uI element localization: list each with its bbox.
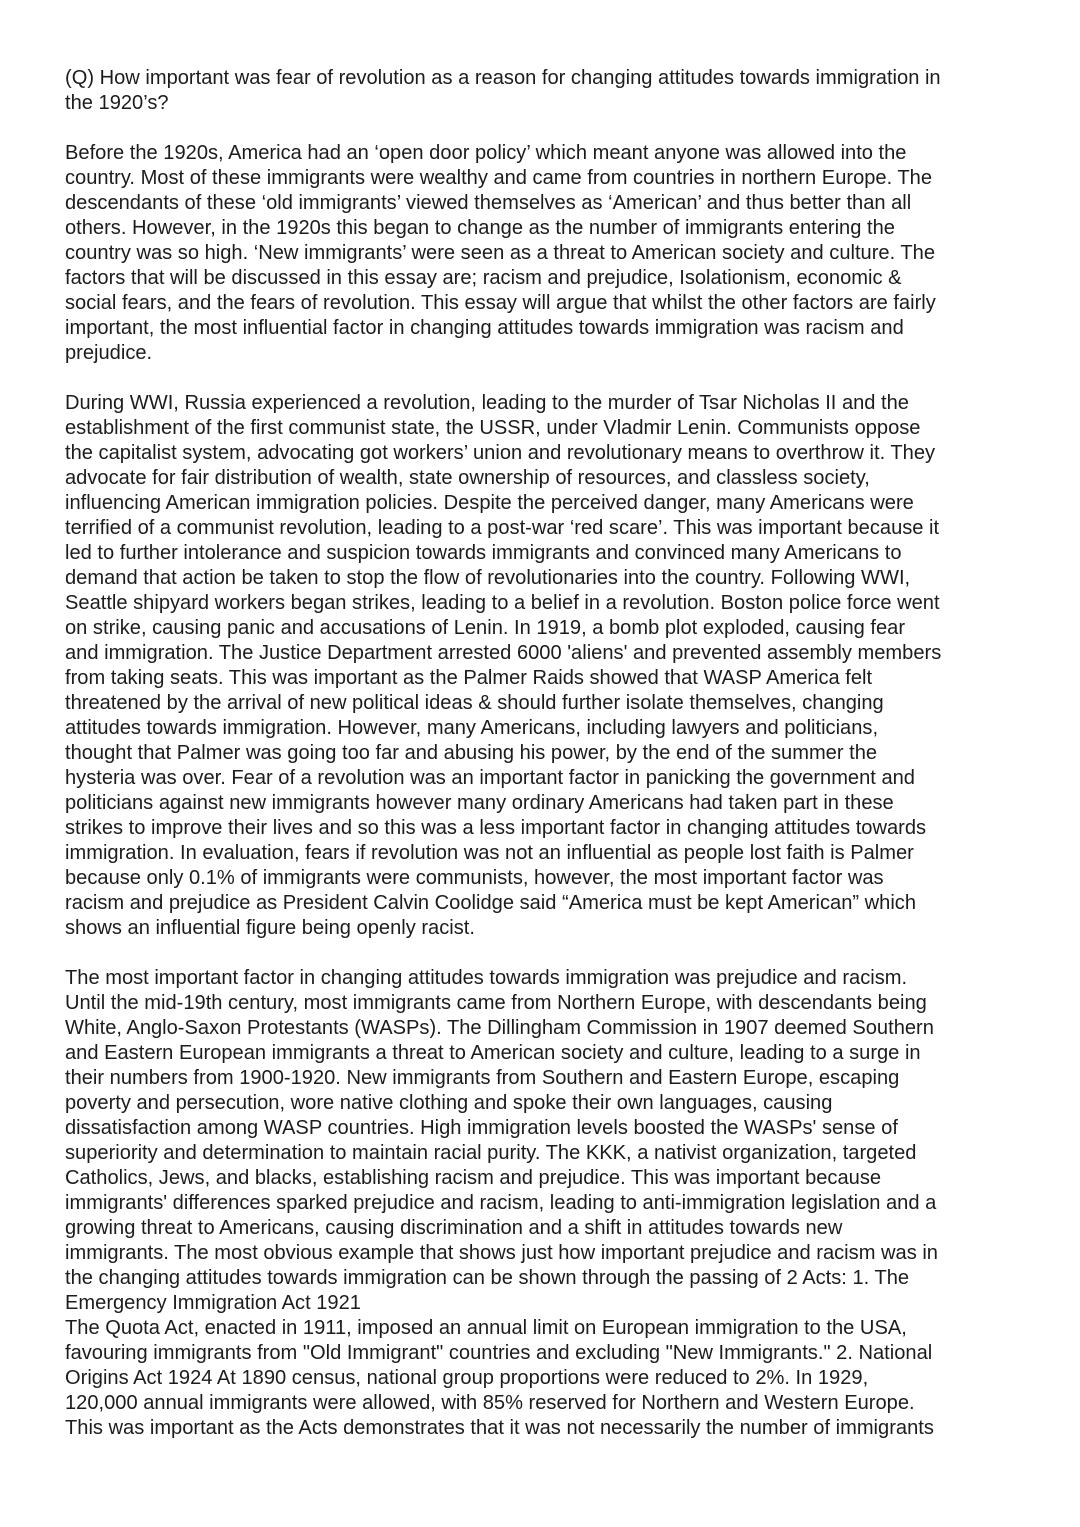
paragraph-gap (65, 116, 1020, 141)
text-line: The most important factor in changing attitudes towards immigration was prejudice and racism. (65, 967, 908, 989)
text-line: White, Anglo-Saxon Protestants (WASPs). The Dillingham Commission in 1907 deemed Southern (65, 1017, 934, 1039)
text-line: social fears, and the fears of revolution. This essay will argue that whilst the other factors are fairly (65, 292, 936, 314)
text-line: (Q) How important was fear of revolution as a reason for changing attitudes towards immigration in (65, 67, 941, 89)
text-line: Catholics, Jews, and blacks, establishing racism and prejudice. This was important because (65, 1167, 882, 1189)
text-line: attitudes towards immigration. However, many Americans, including lawyers and politicians, (65, 717, 879, 739)
text-line: racism and prejudice as President Calvin Coolidge said “America must be kept American” which (65, 892, 917, 914)
text-line: politicians against new immigrants however many ordinary Americans had taken part in these (65, 792, 894, 814)
paragraph-gap (65, 366, 1020, 391)
paragraph-gap (65, 941, 1020, 966)
paragraph-introduction (65, 141, 1020, 366)
text-line: 120,000 annual immigrants were allowed, with 85% reserved for Northern and Western Europe. (65, 1392, 915, 1414)
text-line: Seattle shipyard workers began strikes, leading to a belief in a revolution. Boston police force went (65, 592, 940, 614)
text-line: led to further intolerance and suspicion towards immigrants and convinced many Americans to (65, 542, 902, 564)
text-line: shows an influential figure being openly racist. (65, 917, 475, 939)
text-line: strikes to improve their lives and so this was a less important factor in changing attitudes towards (65, 817, 927, 839)
text-line: their numbers from 1900-1920. New immigrants from Southern and Eastern Europe, escaping (65, 1067, 900, 1089)
text-line: the changing attitudes towards immigration can be shown through the passing of 2 Acts: 1. The (65, 1267, 910, 1289)
text-line: Before the 1920s, America had an ‘open door policy’ which meant anyone was allowed into the (65, 142, 907, 164)
text-line: the capitalist system, advocating got workers’ union and revolutionary means to overthrow it. They (65, 442, 936, 464)
text-line: important, the most influential factor in changing attitudes towards immigration was racism and (65, 317, 904, 339)
text-line: Until the mid-19th century, most immigrants came from Northern Europe, with descendants being (65, 992, 927, 1014)
text-line: hysteria was over. Fear of a revolution was an important factor in panicking the government and (65, 767, 915, 789)
text-line: During WWI, Russia experienced a revolution, leading to the murder of Tsar Nicholas II and the (65, 392, 909, 414)
text-line: Emergency Immigration Act 1921 (65, 1292, 361, 1314)
text-line: and Eastern European immigrants a threat to American society and culture, leading to a surge in (65, 1042, 921, 1064)
text-line: terrified of a communist revolution, leading to a post-war ‘red scare’. This was important because it (65, 517, 940, 539)
text-line: demand that action be taken to stop the flow of revolutionaries into the country. Following WWI, (65, 567, 911, 589)
text-line: Origins Act 1924 At 1890 census, national group proportions were reduced to 2%. In 1929, (65, 1367, 869, 1389)
text-line: others. However, in the 1920s this began to change as the number of immigrants entering the (65, 217, 895, 239)
text-line: superiority and determination to maintain racial purity. The KKK, a nativist organization, targeted (65, 1142, 917, 1164)
text-line: immigrants' differences sparked prejudice and racism, leading to anti-immigration legislation and a (65, 1192, 937, 1214)
paragraph-fear-of-revolution (65, 391, 1020, 941)
text-line: influencing American immigration policies. Despite the perceived danger, many Americans were (65, 492, 914, 514)
text-line: and immigration. The Justice Department arrested 6000 'aliens' and prevented assembly members (65, 642, 942, 664)
text-line: The Quota Act, enacted in 1911, imposed an annual limit on European immigration to the USA, (65, 1317, 907, 1339)
text-line: poverty and persecution, wore native clothing and spoke their own languages, causing (65, 1092, 833, 1114)
essay-question (65, 66, 1020, 116)
text-line: immigrants. The most obvious example that shows just how important prejudice and racism was in (65, 1242, 938, 1264)
text-line: advocate for fair distribution of wealth, state ownership of resources, and classless society, (65, 467, 870, 489)
text-line: prejudice. (65, 342, 153, 364)
text-line: on strike, causing panic and accusations of Lenin. In 1919, a bomb plot exploded, causing fear (65, 617, 906, 639)
text-line: the 1920’s? (65, 92, 169, 114)
text-line: because only 0.1% of immigrants were communists, however, the most important factor was (65, 867, 884, 889)
paragraph-racism-and-prejudice (65, 966, 1020, 1441)
text-line: country was so high. ‘New immigrants’ were seen as a threat to American society and culture. The (65, 242, 936, 264)
text-line: country. Most of these immigrants were wealthy and came from countries in northern Europe. The (65, 167, 933, 189)
text-line: immigration. In evaluation, fears if revolution was not an influential as people lost faith is Palmer (65, 842, 914, 864)
text-line: establishment of the first communist state, the USSR, under Vladmir Lenin. Communists oppose (65, 417, 921, 439)
text-line: favouring immigrants from "Old Immigrant" countries and excluding "New Immigrants." 2. National (65, 1342, 933, 1364)
text-line: from taking seats. This was important as the Palmer Raids showed that WASP America felt (65, 667, 873, 689)
text-line: growing threat to Americans, causing discrimination and a shift in attitudes towards new (65, 1217, 843, 1239)
document-page (65, 66, 1020, 1441)
text-line: threatened by the arrival of new political ideas & should further isolate themselves, changing (65, 692, 884, 714)
text-line: descendants of these ‘old immigrants’ viewed themselves as ‘American’ and thus better than all (65, 192, 912, 214)
text-line: dissatisfaction among WASP countries. High immigration levels boosted the WASPs' sense of (65, 1117, 898, 1139)
text-line: This was important as the Acts demonstrates that it was not necessarily the number of immigrants (65, 1417, 934, 1439)
text-line: thought that Palmer was going too far and abusing his power, by the end of the summer the (65, 742, 878, 764)
text-line: factors that will be discussed in this essay are; racism and prejudice, Isolationism, economic & (65, 267, 902, 289)
